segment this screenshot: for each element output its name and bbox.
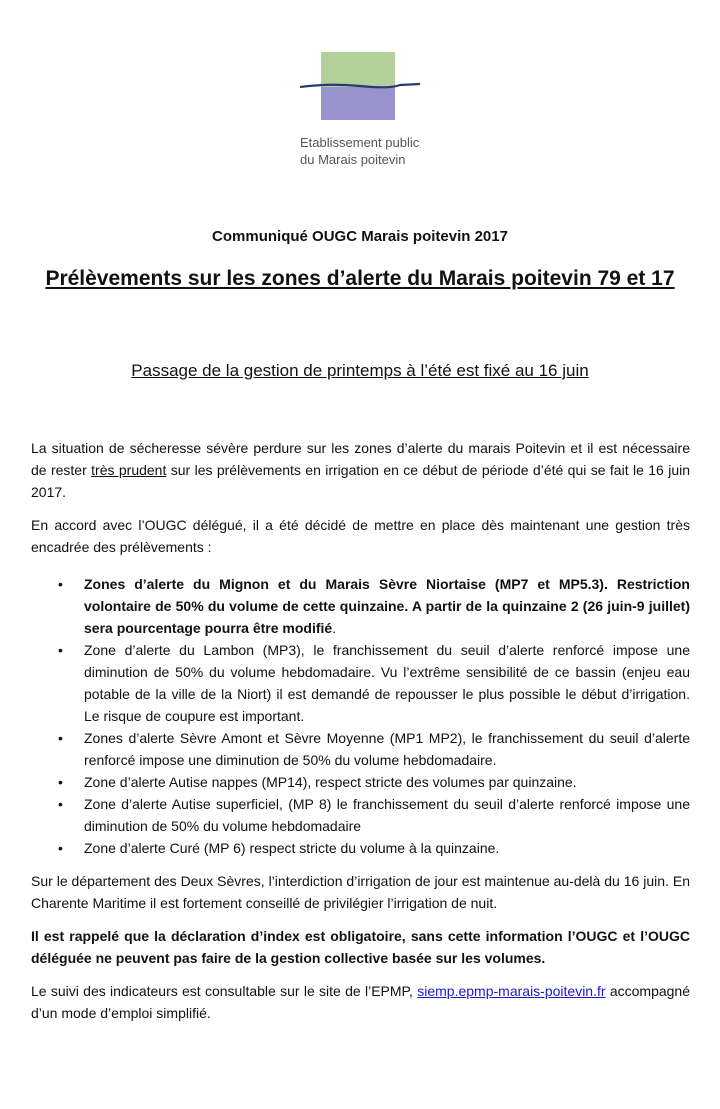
logo-caption — [300, 134, 440, 168]
paragraph-suivi-text-b: accompagné d’un mode d’emploi simplifié. — [31, 983, 691, 1021]
paragraph-suivi-text-a: Le suivi des indicateurs est consultable sur le site de l’EPMP, — [31, 983, 418, 999]
bullet-glyph: • — [58, 774, 63, 790]
list-item-text: Zones d’alerte Sèvre Amont et Sèvre Moyenne (MP1 MP2), le franchissement du seuil d’alerte renforcé impose une diminution de 50% du volume hebdomadaire. — [84, 730, 690, 768]
paragraph-situation — [31, 437, 690, 503]
paragraph-declaration-index: Il est rappelé que la déclaration d’index est obligatoire, sans cette information l’OUGC et l’OUGC déléguée ne peuvent pas faire de la gestion collective basée sur les volumes. — [31, 928, 690, 966]
paragraph-situation-text-a: La situation de sécheresse sévère perdure sur les zones d’alerte du marais Poitevin et il est nécessaire de rester — [31, 440, 690, 478]
list-item — [31, 837, 690, 859]
bullet-glyph: • — [58, 796, 63, 812]
paragraph-situation-underlined: très prudent — [91, 462, 167, 478]
logo-caption-line2: du Marais poitevin — [300, 152, 406, 167]
paragraph-accord: En accord avec l’OUGC délégué, il a été décidé de mettre en place dès maintenant une gestion très encadrée des prélèvements : — [31, 517, 690, 555]
epmp-logo — [300, 52, 420, 122]
list-item — [31, 573, 690, 639]
bullet-glyph: • — [58, 840, 63, 856]
list-item-text: Zone d’alerte Autise nappes (MP14), respect stricte des volumes par quinzaine. — [84, 774, 577, 790]
list-item-text: Zone d’alerte Autise superficiel, (MP 8) le franchissement du seuil d’alerte renforcé impose une diminution de 50% du volume hebdomadaire — [84, 796, 690, 834]
restriction-list — [31, 573, 690, 859]
siemp-link[interactable]: siemp.epmp-marais-poitevin.fr — [417, 983, 606, 999]
list-item-text-end: . — [332, 620, 337, 636]
logo-caption-line1: Etablissement public — [300, 135, 420, 150]
list-item-text: Zones d’alerte du Mignon et du Marais Sèvre Niortaise (MP7 et MP5.3). Restriction volontaire de 50% du volume de cette quinzaine. A partir de la quinzaine 2 (26 juin-9 juillet) sera pourcentage pourra être modifié — [84, 576, 690, 636]
list-item-text: Zone d’alerte du Lambon (MP3), le franchissement du seuil d’alerte renforcé impose une diminution de 50% du volume hebdomadaire. Vu l’extrême sensibilité de ce bassin (enjeu eau potable de la ville de la Niort) il est demandé de repousser le plus possible le début d’irrigation. Le risque de coupure est important. — [84, 642, 690, 724]
paragraph-suivi — [31, 980, 690, 1024]
document-subtitle: Passage de la gestion de printemps à l’été est fixé au 16 juin — [131, 361, 589, 380]
paragraph-situation-text-b: sur les prélèvements en irrigation en ce début de période d’été qui se fait le 16 juin 2017. — [31, 462, 690, 500]
paragraph-deux-sevres: Sur le département des Deux Sèvres, l’interdiction d’irrigation de jour est maintenue au-delà du 16 juin. En Charente Maritime il est fortement conseillé de privilégier l’irrigation de nuit. — [31, 873, 690, 911]
document-title: Prélèvements sur les zones d’alerte du Marais poitevin 79 et 17 — [45, 267, 675, 290]
communique-heading: Communiqué OUGC Marais poitevin 2017 — [212, 228, 508, 245]
list-item — [31, 639, 690, 727]
list-item — [31, 727, 690, 771]
document-body — [31, 437, 690, 1024]
logo-wave-line — [300, 79, 420, 93]
bullet-glyph: • — [58, 642, 63, 658]
list-item — [31, 793, 690, 837]
list-item — [31, 771, 690, 793]
bullet-glyph: • — [58, 576, 63, 592]
list-item-text: Zone d’alerte Curé (MP 6) respect stricte du volume à la quinzaine. — [84, 840, 500, 856]
bullet-glyph: • — [58, 730, 63, 746]
